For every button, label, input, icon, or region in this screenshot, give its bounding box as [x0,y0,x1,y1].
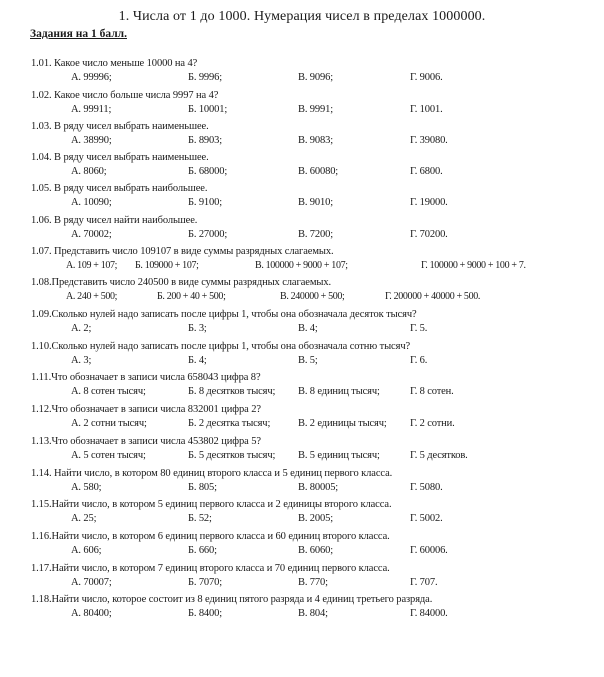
answer-options [0,450,604,464]
answer-option-d: Г. 9006. [410,72,443,83]
answer-option-a: А. 8060; [71,166,107,177]
answer-option-c: В. 4; [298,323,318,334]
answer-option-c: В. 80005; [298,482,339,493]
answer-option-c: В. 240000 + 500; [280,291,345,302]
task-question: 1.02. Какое число больше числа 9997 на 4? [31,90,219,101]
answer-option-a: А. 99996; [71,72,112,83]
answer-option-d: Г. 6800. [410,166,443,177]
answer-option-d: Г. 5002. [410,513,443,524]
answer-option-b: Б. 805; [188,482,217,493]
answer-option-c: В. 2005; [298,513,333,524]
answer-option-a: А. 38990; [71,135,112,146]
answer-option-a: А. 240 + 500; [66,291,118,302]
task-question: 1.15.Найти число, в котором 5 единиц первого класса и 2 единицы второго класса. [31,499,392,510]
answer-option-c: В. 804; [298,608,328,619]
answer-option-b: Б. 3; [188,323,207,334]
answer-option-a: А. 5 сотен тысяч; [71,450,146,461]
answer-options [0,197,604,211]
answer-option-b: Б. 200 + 40 + 500; [157,291,226,302]
answer-option-a: А. 109 + 107; [66,260,118,271]
answer-option-a: А. 80400; [71,608,112,619]
answer-option-d: Г. 60006. [410,545,448,556]
task-question: 1.18.Найти число, которое состоит из 8 единиц пятого разряда и 4 единиц третьего разряда. [31,594,433,605]
task-question: 1.12.Что обозначает в записи числа 832001 цифра 2? [31,404,261,415]
answer-option-c: В. 9010; [298,197,333,208]
answer-options [0,135,604,149]
answer-options [0,104,604,118]
answer-option-a: А. 8 сотен тысяч; [71,386,146,397]
answer-options [0,577,604,591]
answer-option-a: А. 606; [71,545,102,556]
answer-option-d: Г. 70200. [410,229,448,240]
answer-option-c: В. 6060; [298,545,333,556]
task-question: 1.14. Найти число, в котором 80 единиц второго класса и 5 единиц первого класса. [31,468,393,479]
answer-option-b: Б. 8400; [188,608,222,619]
answer-option-a: А. 70002; [71,229,112,240]
answer-option-b: Б. 9100; [188,197,222,208]
answer-option-d: Г. 5080. [410,482,443,493]
task-question: 1.08.Представить число 240500 в виде суммы разрядных слагаемых. [31,277,331,288]
task-question: 1.10.Сколько нулей надо записать после цифры 1, чтобы она обозначала сотню тысяч? [31,341,411,352]
task-question: 1.11.Что обозначает в записи числа 658043 цифра 8? [31,372,261,383]
answer-options [0,260,604,274]
answer-option-d: Г. 1001. [410,104,443,115]
answer-option-a: А. 3; [71,355,92,366]
answer-option-a: А. 99911; [71,104,112,115]
task-question: 1.17.Найти число, в котором 7 единиц второго класса и 70 единиц первого класса. [31,563,390,574]
task-question: 1.16.Найти число, в котором 6 единиц первого класса и 60 единиц второго класса. [31,531,390,542]
answer-option-b: Б. 27000; [188,229,228,240]
answer-option-a: А. 580; [71,482,102,493]
answer-option-c: В. 5 единиц тысяч; [298,450,380,461]
task-question: 1.01. Какое число меньше 10000 на 4? [31,58,198,69]
answer-option-d: Г. 5 десятков. [410,450,468,461]
task-question: 1.04. В ряду чисел выбрать наименьшее. [31,152,209,163]
answer-option-c: В. 100000 + 9000 + 107; [255,260,348,271]
answer-option-b: Б. 109000 + 107; [135,260,199,271]
answer-option-c: В. 5; [298,355,318,366]
answer-options [0,513,604,527]
answer-options [0,608,604,622]
answer-option-a: А. 2 сотни тысяч; [71,418,147,429]
answer-option-c: В. 2 единицы тысяч; [298,418,387,429]
answer-option-d: Г. 200000 + 40000 + 500. [385,291,481,302]
task-question: 1.06. В ряду чисел найти наибольшее. [31,215,198,226]
answer-option-a: А. 2; [71,323,92,334]
answer-option-d: Г. 707. [410,577,438,588]
answer-option-d: Г. 84000. [410,608,448,619]
answer-option-a: А. 70007; [71,577,112,588]
answer-option-d: Г. 5. [410,323,428,334]
task-question: 1.07. Представить число 109107 в виде суммы разрядных слагаемых. [31,246,334,257]
answer-option-c: В. 9083; [298,135,333,146]
answer-options [0,482,604,496]
answer-option-d: Г. 39080. [410,135,448,146]
answer-options [0,166,604,180]
answer-options [0,229,604,243]
answer-option-b: Б. 52; [188,513,212,524]
answer-option-b: Б. 10001; [188,104,228,115]
answer-option-b: Б. 660; [188,545,217,556]
answer-option-c: В. 8 единиц тысяч; [298,386,380,397]
answer-option-b: Б. 8 десятков тысяч; [188,386,276,397]
answer-option-c: В. 60080; [298,166,339,177]
answer-option-a: А. 25; [71,513,97,524]
answer-options [0,545,604,559]
task-question: 1.05. В ряду чисел выбрать наибольшее. [31,183,208,194]
answer-options [0,355,604,369]
answer-option-a: А. 10090; [71,197,112,208]
answer-options [0,386,604,400]
answer-options [0,72,604,86]
answer-option-c: В. 9991; [298,104,333,115]
answer-option-c: В. 770; [298,577,328,588]
answer-option-d: Г. 6. [410,355,428,366]
answer-option-b: Б. 68000; [188,166,228,177]
answer-option-d: Г. 2 сотни. [410,418,455,429]
answer-option-d: Г. 100000 + 9000 + 100 + 7. [421,260,526,271]
answer-option-b: Б. 4; [188,355,207,366]
answer-option-b: Б. 2 десятка тысяч; [188,418,271,429]
answer-option-d: Г. 19000. [410,197,448,208]
section-heading: Задания на 1 балл. [30,28,127,40]
answer-options [0,418,604,432]
page-title: 1. Числа от 1 до 1000. Нумерация чисел в пределах 1000000. [118,9,486,24]
answer-options [0,323,604,337]
answer-option-b: Б. 8903; [188,135,222,146]
answer-option-c: В. 9096; [298,72,333,83]
answer-option-b: Б. 7070; [188,577,222,588]
task-question: 1.09.Сколько нулей надо записать после цифры 1, чтобы она обозначала десяток тысяч? [31,309,417,320]
answer-option-b: Б. 5 десятков тысяч; [188,450,276,461]
answer-option-d: Г. 8 сотен. [410,386,454,397]
answer-option-b: Б. 9996; [188,72,222,83]
answer-option-c: В. 7200; [298,229,333,240]
task-question: 1.03. В ряду чисел выбрать наименьшее. [31,121,209,132]
answer-options [0,291,604,305]
task-question: 1.13.Что обозначает в записи числа 453802 цифра 5? [31,436,261,447]
